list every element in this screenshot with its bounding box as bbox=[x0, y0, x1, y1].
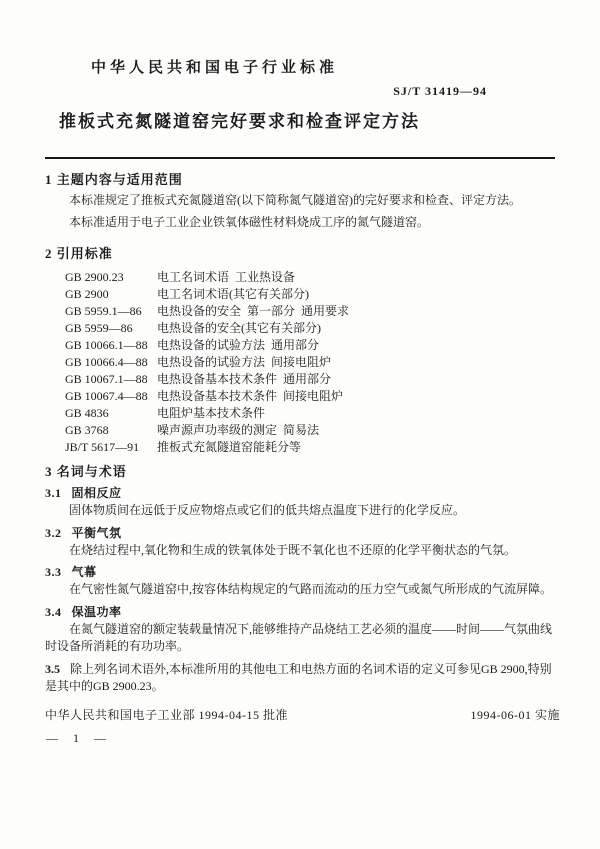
document-header bbox=[45, 0, 555, 159]
reference-row bbox=[45, 320, 555, 337]
term-note-text: 除上列名词术语外,本标准所用的其他电工和电热方面的名词术语的定义可参见GB 2900,特别是其中的GB 2900.23。 bbox=[45, 661, 552, 693]
term-heading bbox=[45, 564, 555, 580]
section-2-heading: 2 引用标准 bbox=[45, 246, 113, 261]
term-name: 固相反应 bbox=[71, 486, 122, 500]
term-item bbox=[45, 564, 555, 599]
reference-code: GB 10067.1—88 bbox=[65, 372, 148, 386]
reference-row bbox=[45, 337, 555, 354]
reference-code: GB 3768 bbox=[65, 423, 109, 437]
section-3-heading: 3 名词与术语 bbox=[45, 464, 127, 479]
reference-code: JB/T 5617—91 bbox=[65, 440, 140, 454]
term-definition: 在烧结过程中,氧化物和生成的铁氧体处于既不氧化也不还原的化学平衡状态的气氛。 bbox=[69, 542, 517, 557]
approval-text: 中华人民共和国电子工业部 1994-04-15 批准 bbox=[45, 708, 288, 722]
term-definition: 在气密性氮气隧道窑中,按容体结构规定的气路而流动的压力空气或氮气所形成的气流屏障。 bbox=[69, 582, 553, 596]
term-item bbox=[45, 604, 555, 656]
reference-title: 电热设备的试验方法 间接电阻炉 bbox=[157, 355, 332, 369]
reference-code: GB 5959.1—86 bbox=[65, 304, 142, 318]
reference-title: 电热设备的安全(其它有关部分) bbox=[157, 321, 321, 335]
reference-row bbox=[45, 371, 555, 388]
document-title: 推板式充氮隧道窑完好要求和检查评定方法 bbox=[59, 112, 420, 131]
document-footer bbox=[45, 706, 560, 723]
term-definition: 在氮气隧道窑的额定装载量情况下,能够维持产品烧结工艺必须的温度——时间——气氛曲线时设备所消耗的有功功率。 bbox=[45, 621, 553, 653]
reference-row bbox=[45, 422, 555, 439]
scope-paragraphs bbox=[45, 190, 555, 232]
reference-code: GB 4836 bbox=[65, 406, 109, 420]
reference-title: 电阻炉基本技术条件 bbox=[157, 406, 266, 420]
reference-row bbox=[45, 354, 555, 371]
term-name: 平衡气氛 bbox=[71, 525, 122, 540]
page-number: — 1 — bbox=[46, 731, 112, 745]
term-heading bbox=[45, 485, 555, 501]
reference-code: GB 2900 bbox=[65, 287, 109, 301]
reference-title: 推板式充氮隧道窑能耗分等 bbox=[157, 440, 302, 454]
standard-number: SJ/T 31419—94 bbox=[393, 84, 487, 98]
term-number: 3.2 bbox=[45, 525, 62, 540]
term-name: 保温功率 bbox=[71, 604, 122, 619]
scope-paragraph: 本标准规定了推板式充氮隧道窑(以下简称氮气隧道窑)的完好要求和检查、评定方法。 bbox=[69, 193, 521, 207]
section-scope bbox=[45, 172, 555, 232]
term-name: 气幕 bbox=[71, 565, 97, 579]
term-item bbox=[45, 485, 555, 520]
header-rule bbox=[45, 157, 555, 159]
reference-code: GB 2900.23 bbox=[65, 270, 124, 284]
reference-row bbox=[45, 439, 555, 456]
reference-row bbox=[45, 405, 555, 422]
reference-title: 噪声源声功率级的测定 简易法 bbox=[157, 423, 320, 437]
reference-title: 电热设备基本技术条件 通用部分 bbox=[157, 372, 332, 386]
term-number: 3.3 bbox=[45, 565, 62, 579]
section-references bbox=[45, 246, 555, 456]
reference-title: 电热设备的安全 第一部分 通用要求 bbox=[157, 304, 350, 318]
implementation-text: 1994-06-01 实施 bbox=[470, 708, 560, 722]
term-number: 3.1 bbox=[45, 486, 62, 500]
reference-row bbox=[45, 388, 555, 405]
reference-title: 电热设备的试验方法 通用部分 bbox=[157, 338, 320, 352]
reference-row bbox=[45, 269, 555, 286]
reference-code: GB 10067.4—88 bbox=[65, 389, 148, 403]
reference-code: GB 10066.4—88 bbox=[65, 355, 148, 369]
standard-org-title: 中华人民共和国电子行业标准 bbox=[91, 60, 339, 76]
reference-title: 电工名词术语(其它有关部分) bbox=[157, 287, 309, 301]
section-1-heading: 1 主题内容与适用范围 bbox=[45, 172, 183, 187]
term-heading bbox=[45, 525, 555, 541]
reference-code: GB 5959—86 bbox=[65, 321, 133, 335]
term-note bbox=[45, 661, 555, 696]
term-number: 3.4 bbox=[45, 604, 62, 619]
reference-row bbox=[45, 303, 555, 320]
reference-list bbox=[45, 269, 555, 456]
term-heading bbox=[45, 604, 555, 620]
reference-row bbox=[45, 286, 555, 303]
term-number: 3.5 bbox=[45, 661, 60, 676]
section-terms bbox=[45, 464, 555, 696]
term-definition: 固体物质间在远低于反应物熔点或它们的低共熔点温度下进行的化学反应。 bbox=[69, 503, 466, 517]
scope-paragraph: 本标准适用于电子工业企业铁氧体磁性材料烧成工序的氮气隧道窑。 bbox=[69, 215, 430, 229]
reference-title: 电工名词术语 工业热设备 bbox=[157, 270, 296, 284]
reference-code: GB 10066.1—88 bbox=[65, 338, 148, 352]
reference-title: 电热设备基本技术条件 间接电阻炉 bbox=[157, 389, 344, 403]
term-item bbox=[45, 525, 555, 560]
